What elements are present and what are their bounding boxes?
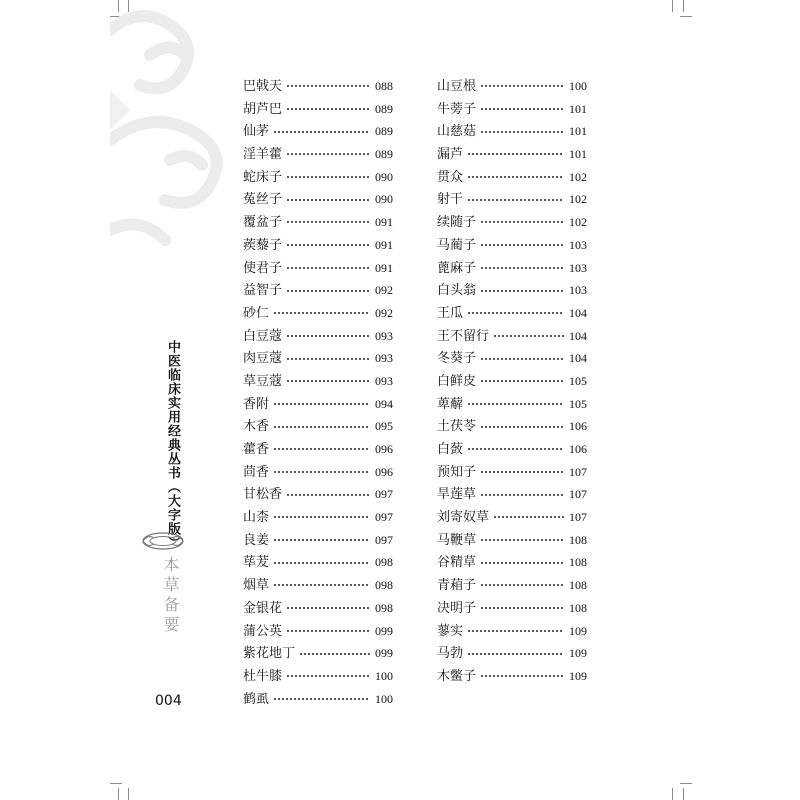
- toc-entry[interactable]: [243, 597, 393, 620]
- toc-entry-page: 102: [569, 169, 587, 184]
- toc-entry-name: 预知子: [437, 464, 477, 480]
- toc-leader-dots: [299, 651, 370, 657]
- toc-entry-page: 090: [375, 192, 393, 207]
- toc-entry[interactable]: [243, 211, 393, 234]
- toc-entry-name: 荜茇: [243, 555, 270, 571]
- toc-leader-dots: [467, 197, 564, 203]
- toc-leader-dots: [480, 83, 564, 89]
- toc-leader-dots: [286, 151, 370, 157]
- toc-entry[interactable]: [243, 257, 393, 280]
- book-title: 本草备要: [161, 556, 180, 636]
- toc-entry-page: 102: [569, 192, 587, 207]
- toc-entry[interactable]: [437, 347, 587, 370]
- toc-entry-page: 091: [375, 215, 393, 230]
- toc-leader-dots: [480, 605, 564, 611]
- toc-entry[interactable]: [243, 188, 393, 211]
- toc-entry-name: 刘寄奴草: [437, 510, 490, 526]
- toc-entry-name: 巴戟天: [243, 79, 283, 94]
- toc-entry-name: 杜牛膝: [243, 668, 283, 684]
- toc-entry[interactable]: [437, 234, 587, 257]
- toc-entry-name: 蓼实: [437, 623, 464, 639]
- toc-entry[interactable]: [437, 370, 587, 393]
- toc-entry[interactable]: [243, 415, 393, 438]
- toc-leader-dots: [286, 333, 370, 339]
- toc-leader-dots: [286, 378, 370, 384]
- toc-entry-name: 白头翁: [437, 283, 477, 299]
- toc-entry-page: 101: [569, 101, 587, 116]
- toc-leader-dots: [480, 288, 564, 294]
- toc-entry-name: 萆薢: [437, 396, 464, 412]
- toc-entry[interactable]: [243, 620, 393, 643]
- toc-entry[interactable]: [437, 257, 587, 280]
- toc-leader-dots: [273, 560, 370, 566]
- toc-leader-dots: [480, 673, 564, 679]
- toc-entry-name: 使君子: [243, 260, 283, 276]
- toc-leader-dots: [467, 174, 564, 180]
- toc-entry-page: 108: [569, 532, 587, 547]
- toc-leader-dots: [480, 265, 564, 271]
- toc-leader-dots: [480, 492, 564, 498]
- toc-entry-name: 山慈菇: [437, 124, 477, 140]
- toc-entry[interactable]: [437, 642, 587, 665]
- toc-entry-page: 106: [569, 442, 587, 456]
- toc-entry-page: 107: [569, 487, 587, 502]
- toc-entry-name: 冬葵子: [437, 351, 477, 367]
- toc-leader-dots: [286, 265, 370, 271]
- toc-entry-name: 山柰: [243, 510, 270, 526]
- toc-entry[interactable]: [243, 325, 393, 348]
- toc-leader-dots: [467, 651, 564, 657]
- toc-entry-page: 099: [375, 623, 393, 638]
- toc-leader-dots: [286, 174, 370, 180]
- toc-entry[interactable]: [437, 665, 587, 688]
- toc-leader-dots: [480, 378, 564, 384]
- toc-entry-name: 菟丝子: [243, 192, 283, 208]
- toc-entry[interactable]: [243, 529, 393, 552]
- toc-entry[interactable]: [437, 529, 587, 552]
- toc-entry-name: 肉豆蔻: [243, 351, 283, 367]
- toc-entry-page: 109: [569, 623, 587, 638]
- toc-entry[interactable]: [437, 166, 587, 189]
- toc-entry[interactable]: [437, 188, 587, 211]
- toc-entry-name: 白鲜皮: [437, 373, 477, 389]
- toc-entry-page: 105: [569, 373, 587, 388]
- toc-leader-dots: [273, 446, 370, 452]
- toc-entry-name: 紫花地丁: [243, 646, 296, 662]
- toc-leader-dots: [273, 537, 370, 543]
- toc-entry[interactable]: [243, 551, 393, 574]
- toc-entry-page: 106: [569, 419, 587, 434]
- toc-entry-page: 104: [569, 305, 587, 320]
- toc-entry[interactable]: [437, 461, 587, 484]
- toc-entry-page: 096: [375, 442, 393, 456]
- toc-entry-page: 095: [375, 419, 393, 434]
- toc-entry-page: 104: [569, 351, 587, 366]
- toc-entry[interactable]: [243, 438, 393, 461]
- toc-leader-dots: [480, 242, 564, 248]
- toc-entry-page: 100: [569, 79, 587, 93]
- toc-leader-dots: [286, 356, 370, 362]
- toc-entry-name: 胡芦巴: [243, 101, 283, 117]
- toc-entry[interactable]: [243, 506, 393, 529]
- toc-entry[interactable]: [437, 211, 587, 234]
- toc-entry-name: 旱莲草: [437, 487, 477, 503]
- toc-entry-page: 097: [375, 487, 393, 502]
- toc-entry-page: 104: [569, 328, 587, 343]
- toc-leader-dots: [286, 106, 370, 112]
- toc-entry[interactable]: [243, 574, 393, 597]
- toc-entry-page: 089: [375, 147, 393, 162]
- toc-leader-dots: [493, 514, 564, 520]
- toc-entry-page: 107: [569, 464, 587, 479]
- toc-entry-name: 蒲公英: [243, 623, 283, 639]
- toc-entry-name: 白豆蔻: [243, 328, 283, 344]
- toc-entry-page: 097: [375, 510, 393, 525]
- toc-entry-page: 109: [569, 646, 587, 661]
- toc-entry-page: 108: [569, 600, 587, 615]
- toc-entry-page: 103: [569, 237, 587, 252]
- toc-leader-dots: [273, 469, 370, 475]
- toc-entry-name: 牛蒡子: [437, 101, 477, 117]
- toc-entry[interactable]: [437, 574, 587, 597]
- toc-entry-page: 100: [375, 691, 393, 706]
- toc-entry-page: 090: [375, 169, 393, 184]
- toc-leader-dots: [467, 628, 564, 634]
- toc-leader-dots: [480, 560, 564, 566]
- toc-entry[interactable]: [243, 688, 393, 711]
- toc-leader-dots: [480, 219, 564, 225]
- toc-entry-page: 093: [375, 328, 393, 343]
- toc-entry-name: 漏芦: [437, 147, 464, 163]
- toc-entry-name: 藿香: [243, 442, 270, 457]
- toc-entry-page: 093: [375, 351, 393, 366]
- toc-entry[interactable]: [243, 461, 393, 484]
- toc-entry[interactable]: [243, 279, 393, 302]
- toc-leader-dots: [467, 446, 564, 452]
- toc-entry-name: 蒺藜子: [243, 237, 283, 253]
- toc-entry-name: 王瓜: [437, 305, 464, 321]
- toc-entry-name: 青葙子: [437, 578, 477, 594]
- toc-entry-name: 益智子: [243, 283, 283, 299]
- toc-entry[interactable]: [437, 279, 587, 302]
- toc-entry-name: 蓖麻子: [437, 260, 477, 276]
- toc-entry[interactable]: [243, 642, 393, 665]
- toc-entry-name: 马鞭草: [437, 532, 477, 548]
- toc-entry-page: 089: [375, 124, 393, 139]
- toc-column-left: [243, 75, 393, 710]
- toc-leader-dots: [273, 401, 370, 407]
- toc-leader-dots: [286, 673, 370, 679]
- toc-leader-dots: [467, 401, 564, 407]
- toc-entry[interactable]: [243, 302, 393, 325]
- toc-entry-page: 098: [375, 600, 393, 615]
- toc-leader-dots: [273, 514, 370, 520]
- toc-leader-dots: [273, 310, 370, 316]
- toc-leader-dots: [286, 605, 370, 611]
- toc-leader-dots: [286, 628, 370, 634]
- toc-leader-dots: [273, 424, 370, 430]
- toc-leader-dots: [467, 151, 564, 157]
- toc-entry-page: 098: [375, 555, 393, 570]
- toc-entry-name: 烟草: [243, 578, 270, 594]
- toc-entry[interactable]: [437, 325, 587, 348]
- toc-entry[interactable]: [243, 370, 393, 393]
- toc-entry-page: 101: [569, 147, 587, 162]
- toc-entry[interactable]: [437, 143, 587, 166]
- toc-entry[interactable]: [437, 438, 587, 461]
- toc-entry-page: 103: [569, 283, 587, 298]
- toc-entry[interactable]: [437, 597, 587, 620]
- toc-leader-dots: [480, 537, 564, 543]
- toc-leader-dots: [286, 219, 370, 225]
- toc-entry-name: 良姜: [243, 532, 270, 548]
- toc-entry[interactable]: [243, 665, 393, 688]
- toc-entry[interactable]: [243, 120, 393, 143]
- toc-entry[interactable]: [437, 75, 587, 98]
- toc-entry[interactable]: [243, 483, 393, 506]
- toc-leader-dots: [286, 242, 370, 248]
- toc-leader-dots: [286, 288, 370, 294]
- ornament-icon: [140, 530, 186, 552]
- toc-entry[interactable]: [437, 393, 587, 416]
- toc-column-right: [437, 75, 587, 688]
- toc-entry-name: 马蔺子: [437, 237, 477, 253]
- toc-entry[interactable]: [437, 506, 587, 529]
- toc-entry-name: 甘松香: [243, 487, 283, 503]
- toc-entry-page: 102: [569, 215, 587, 230]
- toc-entry-name: 覆盆子: [243, 215, 283, 231]
- toc-entry-name: 谷精草: [437, 555, 477, 571]
- toc-entry-name: 香附: [243, 396, 270, 412]
- toc-leader-dots: [286, 492, 370, 498]
- toc-leader-dots: [273, 582, 370, 588]
- toc-entry-name: 贯众: [437, 169, 464, 185]
- toc-entry-name: 仙茅: [243, 124, 270, 140]
- toc-entry-name: 土茯苓: [437, 419, 477, 435]
- toc-entry-page: 088: [375, 79, 393, 93]
- toc-leader-dots: [286, 83, 370, 89]
- toc-entry-page: 093: [375, 373, 393, 388]
- toc-entry[interactable]: [437, 483, 587, 506]
- toc-entry-page: 109: [569, 668, 587, 683]
- toc-leader-dots: [493, 333, 564, 339]
- toc-entry[interactable]: [437, 302, 587, 325]
- toc-entry-name: 草豆蔻: [243, 373, 283, 389]
- toc-entry-page: 099: [375, 646, 393, 661]
- toc-entry[interactable]: [243, 393, 393, 416]
- toc-leader-dots: [480, 356, 564, 362]
- toc-entry-page: 107: [569, 510, 587, 525]
- toc-entry-page: 105: [569, 396, 587, 411]
- toc-entry-page: 100: [375, 668, 393, 683]
- toc-leader-dots: [467, 310, 564, 316]
- toc-entry-page: 091: [375, 260, 393, 275]
- toc-entry[interactable]: [437, 620, 587, 643]
- toc-entry[interactable]: [243, 143, 393, 166]
- toc-entry[interactable]: [437, 120, 587, 143]
- toc-entry-name: 蛇床子: [243, 169, 283, 185]
- toc-entry[interactable]: [243, 347, 393, 370]
- toc-entry-page: 092: [375, 283, 393, 298]
- toc-entry-page: 096: [375, 464, 393, 479]
- toc-leader-dots: [273, 129, 370, 135]
- toc-leader-dots: [286, 197, 370, 203]
- toc-leader-dots: [480, 424, 564, 430]
- toc-entry[interactable]: [243, 234, 393, 257]
- toc-entry[interactable]: [437, 551, 587, 574]
- toc-entry[interactable]: [243, 98, 393, 121]
- toc-entry-name: 王不留行: [437, 328, 490, 344]
- toc-entry-name: 马勃: [437, 646, 464, 662]
- toc-leader-dots: [480, 469, 564, 475]
- toc-leader-dots: [480, 129, 564, 135]
- toc-entry-name: 木鳖子: [437, 668, 477, 684]
- toc-entry-page: 094: [375, 396, 393, 411]
- toc-entry-page: 103: [569, 260, 587, 275]
- toc-entry-name: 茴香: [243, 464, 270, 480]
- toc-entry[interactable]: [243, 75, 393, 98]
- toc-entry-page: 108: [569, 555, 587, 570]
- toc-leader-dots: [480, 106, 564, 112]
- toc-entry-name: 淫羊藿: [243, 147, 283, 163]
- toc-entry-page: 089: [375, 101, 393, 116]
- toc-entry-page: 097: [375, 532, 393, 547]
- toc-entry-page: 098: [375, 578, 393, 593]
- toc-entry-name: 射干: [437, 192, 464, 208]
- toc-entry[interactable]: [243, 166, 393, 189]
- toc-entry-page: 092: [375, 305, 393, 320]
- toc-entry-page: 108: [569, 578, 587, 593]
- toc-entry[interactable]: [437, 98, 587, 121]
- toc-entry-name: 续随子: [437, 215, 477, 231]
- toc-entry-name: 山豆根: [437, 79, 477, 94]
- series-title: 中医临床实用经典丛书（大字版）: [165, 340, 180, 550]
- toc-leader-dots: [480, 582, 564, 588]
- page-number: 004: [155, 693, 182, 709]
- toc-entry[interactable]: [437, 415, 587, 438]
- toc-leader-dots: [273, 696, 370, 702]
- toc-entry-page: 101: [569, 124, 587, 139]
- toc-entry-name: 砂仁: [243, 305, 270, 321]
- toc-entry-name: 鹤虱: [243, 691, 270, 707]
- toc-entry-name: 木香: [243, 419, 270, 435]
- toc-entry-name: 白蔹: [437, 442, 464, 457]
- toc-entry-name: 决明子: [437, 600, 477, 616]
- toc-entry-name: 金银花: [243, 600, 283, 616]
- toc-entry-page: 091: [375, 237, 393, 252]
